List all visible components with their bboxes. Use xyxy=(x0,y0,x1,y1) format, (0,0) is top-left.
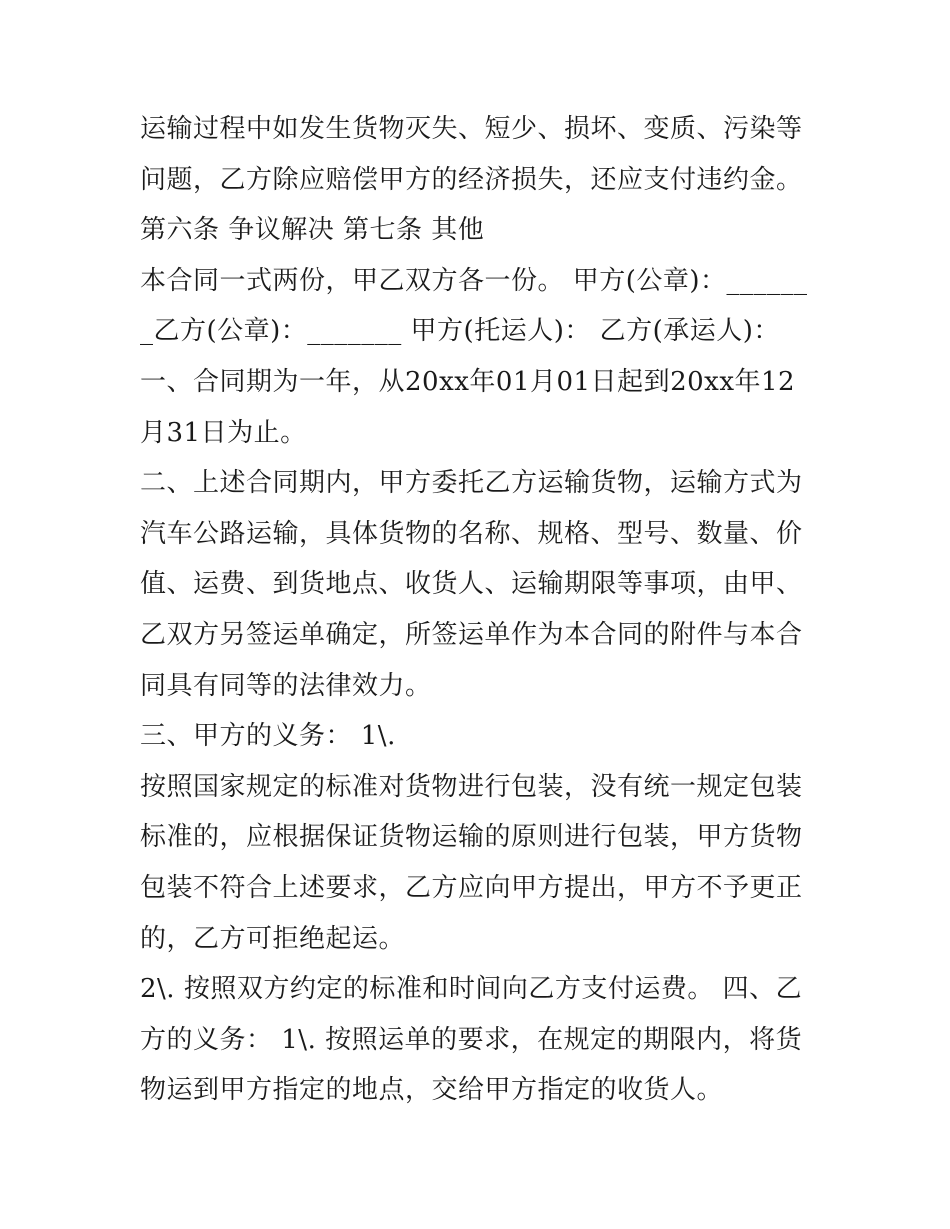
paragraph-payment-and-party-b-obligations: 2\. 按照双方约定的标准和时间向乙方支付运费。 四、乙方的义务： 1\. 按照运单的要求，在规定的期限内，将货物运到甲方指定的地点，交给甲方指定的收货人。 xyxy=(140,974,803,1106)
paragraph-liability-clause: 运输过程中如发生货物灭失、短少、损坏、变质、污染等问题，乙方除应赔偿甲方的经济损失，还应支付违约金。 第六条 争议解决 第七条 其他 xyxy=(140,114,803,246)
document-body xyxy=(140,104,810,1116)
paragraph-transport-scope: 二、上述合同期内，甲方委托乙方运输货物，运输方式为汽车公路运输，具体货物的名称、规格、型号、数量、价值、运费、到货地点、收货人、运输期限等事项，由甲、乙双方另签运单确定，所签运单作为本合同的附件与本合同具有同等的法律效力。 xyxy=(140,468,803,701)
paragraph-packaging-obligation: 按照国家规定的标准对货物进行包装，没有统一规定包装标准的，应根据保证货物运输的原则进行包装，甲方货物包装不符合上述要求，乙方应向甲方提出，甲方不予更正的，乙方可拒绝起运。 xyxy=(140,771,803,954)
paragraph-party-a-obligations-heading: 三、甲方的义务： 1\. xyxy=(140,721,396,752)
paragraph-copies-signature: 本合同一式两份，甲乙双方各一份。 甲方(公章)：_______乙方(公章)：_______ 甲方(托运人)： 乙方(承运人)： xyxy=(140,265,808,347)
paragraph-contract-term: 一、合同期为一年，从20xx年01月01日起到20xx年12月31日为止。 xyxy=(140,366,796,448)
